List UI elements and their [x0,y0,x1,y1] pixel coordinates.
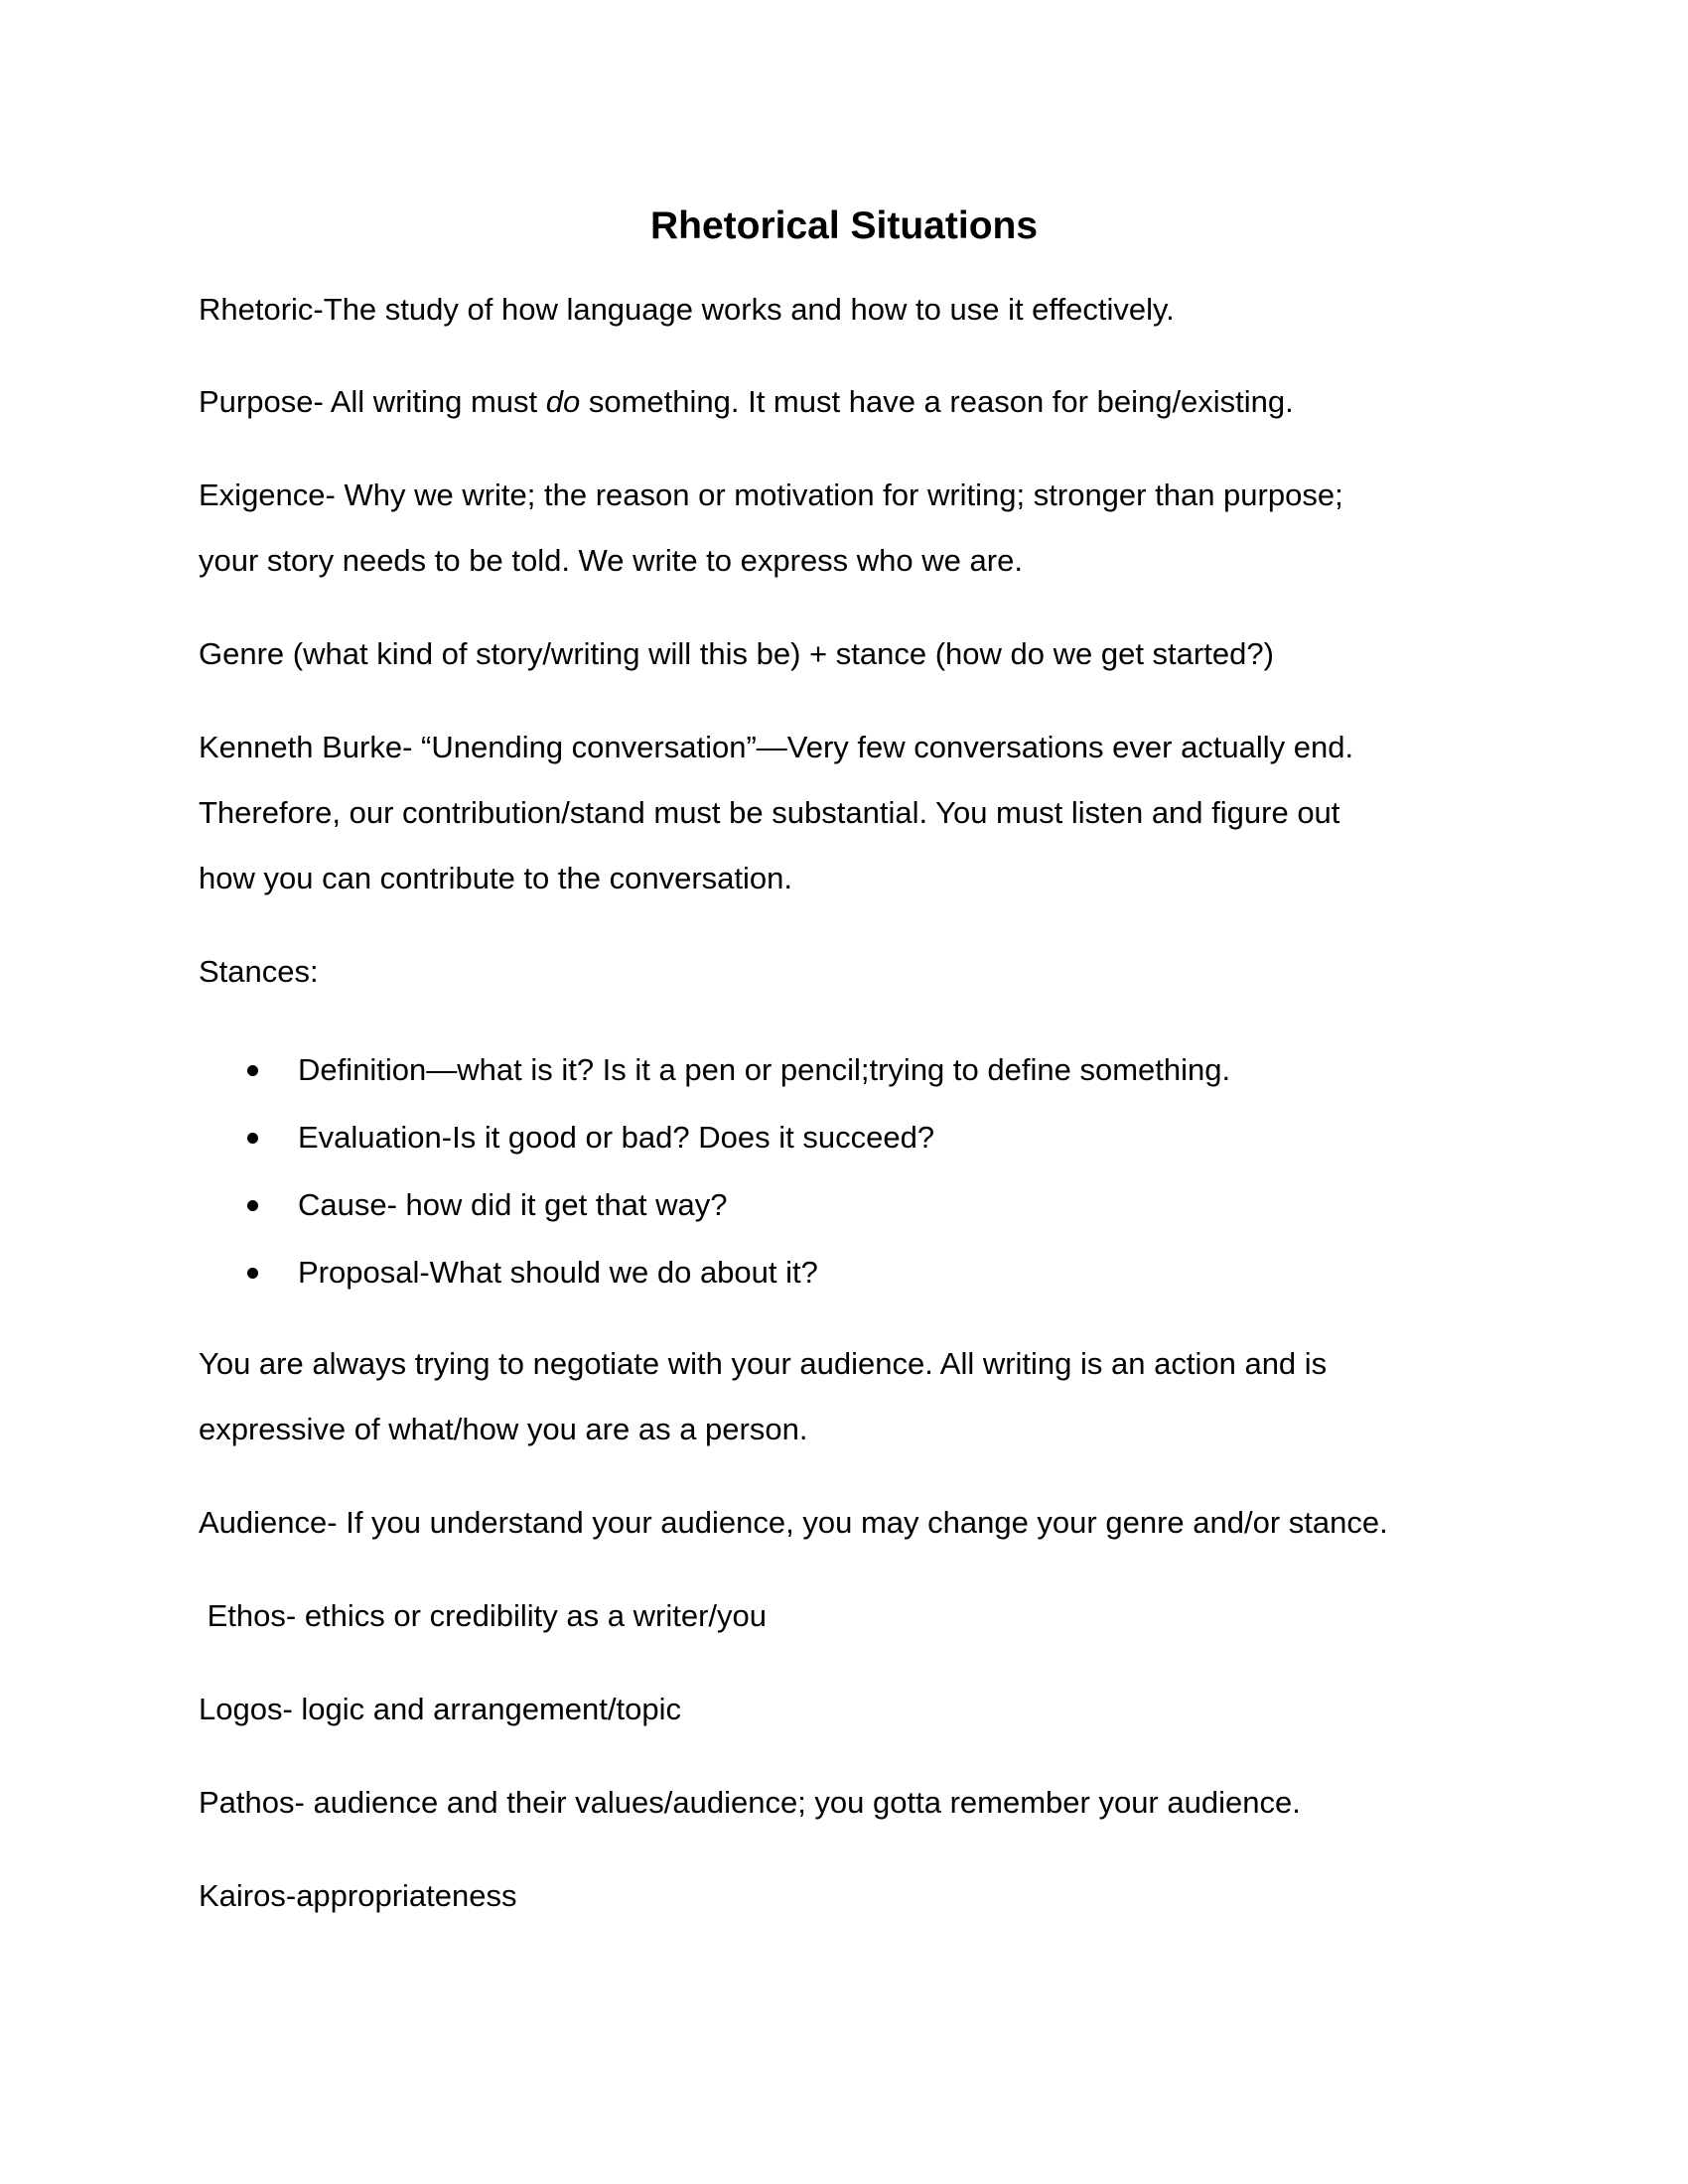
bullet-icon [247,1133,258,1144]
rhetoric-definition: Rhetoric-The study of how language works and how to use it effectively. [199,292,1175,327]
stances-heading: Stances: [199,954,319,989]
stances-list [199,1036,1489,1306]
ethos-definition: Ethos- ethics or credibility as a writer/you [199,1598,767,1633]
burke-line-2: Therefore, our contribution/stand must be substantial. You must listen and figure out [199,795,1340,830]
pathos-definition: Pathos- audience and their values/audience; you gotta remember your audience. [199,1785,1301,1820]
genre-definition: Genre (what kind of story/writing will this be) + stance (how do we get started?) [199,636,1274,671]
negotiate-line-2: expressive of what/how you are as a person. [199,1412,808,1446]
stance-item-evaluation [199,1104,1489,1171]
negotiate-line-1: You are always trying to negotiate with your audience. All writing is an action and is [199,1346,1328,1381]
purpose-text-start: Purpose- All writing must [199,384,546,419]
stance-label: Proposal-What should we do about it? [298,1255,818,1290]
kairos-definition: Kairos-appropriateness [199,1878,517,1913]
exigence-line-1: Exigence- Why we write; the reason or motivation for writing; stronger than purpose; [199,478,1343,512]
purpose-emphasis: do [545,384,581,419]
exigence-line-2: your story needs to be told. We write to express who we are. [199,543,1023,578]
bullet-icon [247,1268,258,1279]
page-title: Rhetorical Situations [649,205,1039,247]
purpose-text-end: something. It must have a reason for being/existing. [580,384,1294,419]
bullet-icon [247,1065,258,1076]
audience-definition: Audience- If you understand your audience, you may change your genre and/or stance. [199,1505,1388,1540]
logos-definition: Logos- logic and arrangement/topic [199,1692,681,1726]
burke-line-3: how you can contribute to the conversation. [199,861,792,895]
stance-item-cause [199,1171,1489,1239]
stance-label: Definition—what is it? Is it a pen or pencil;trying to define something. [298,1052,1231,1087]
stance-item-proposal [199,1239,1489,1306]
stance-label: Evaluation-Is it good or bad? Does it succeed? [298,1120,935,1155]
stance-item-definition [199,1036,1489,1104]
bullet-icon [247,1200,258,1211]
stance-label: Cause- how did it get that way? [298,1187,728,1222]
purpose-definition [199,369,1489,435]
burke-line-1: Kenneth Burke- “Unending conversation”—Very few conversations ever actually end. [199,730,1354,764]
